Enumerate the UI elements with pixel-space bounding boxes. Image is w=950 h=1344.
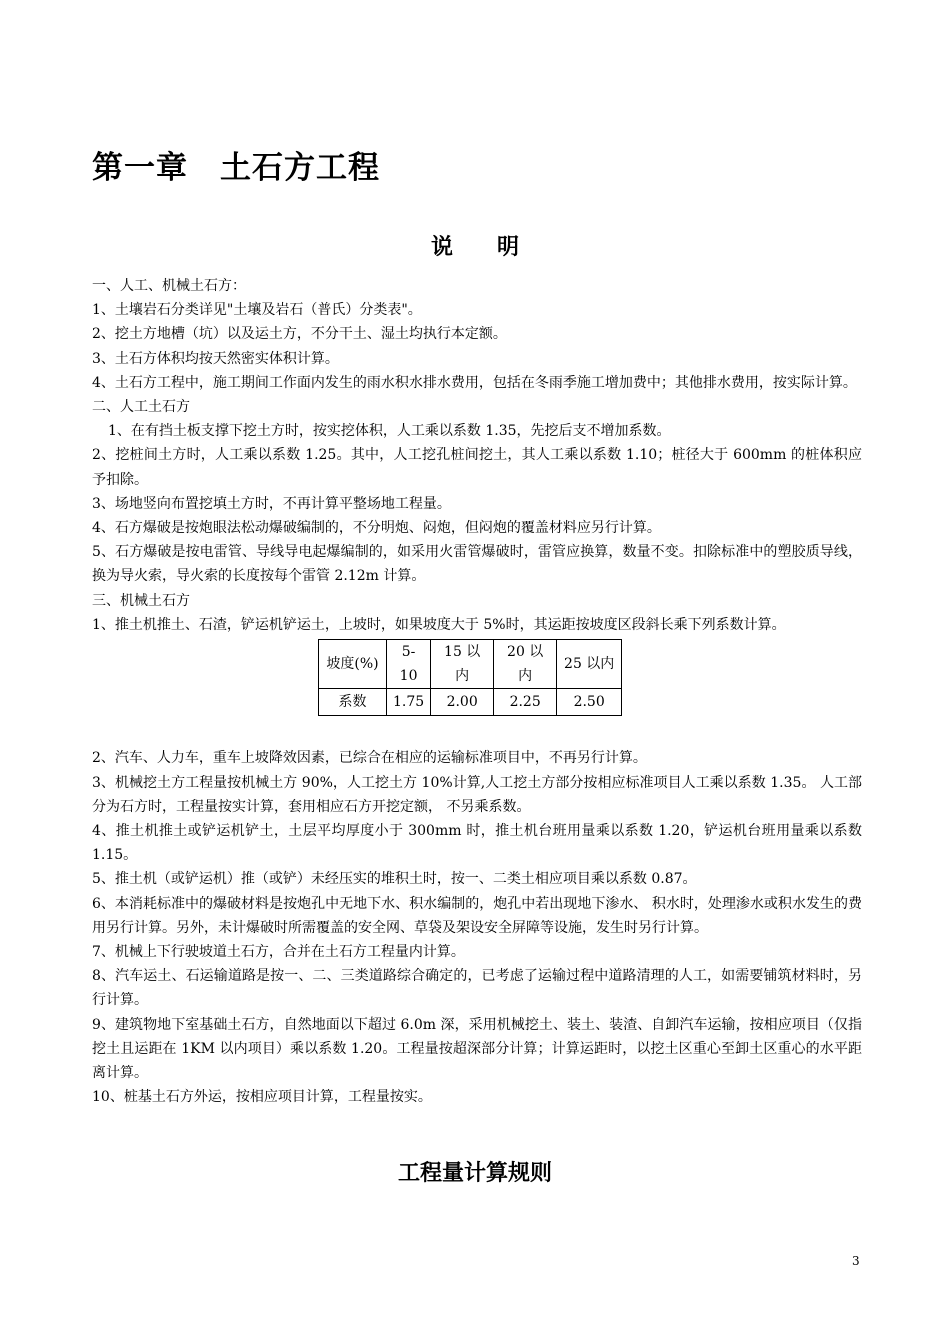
paragraph: 2、挖土方地槽（坑）以及运土方，不分干土、湿土均执行本定额。 [92, 326, 507, 343]
table-row [319, 689, 622, 716]
paragraph: 4、推土机推土或铲运机铲土，土层平均厚度小于 300mm 时，推土机台班用量乘以系数 1.20，铲运机台班用量乘以系数 1.15。 [92, 823, 862, 864]
paragraph: 1、在有挡土板支撑下挖土方时，按实挖体积，人工乘以系数 1.35，先挖后支不增加系数。 [108, 423, 671, 440]
notes-body [92, 274, 862, 1110]
paragraph: 4、土石方工程中，施工期间工作面内发生的雨水积水排水费用，包括在冬雨季施工增加费中；其他排水费用，按实际计算。 [92, 374, 857, 391]
page-number: 3 [852, 1254, 860, 1268]
table-cell: 坡度(%) [319, 640, 387, 689]
table-cell: 2.50 [557, 689, 622, 716]
paragraph: 一、人工、机械土石方： [92, 278, 246, 294]
paragraph: 10、桩基土石方外运，按相应项目计算，工程量按实。 [92, 1089, 432, 1106]
paragraph: 3、机械挖土方工程量按机械土方 90%，人工挖土方 10%计算,人工挖土方部分按相应标准项目人工乘以系数 1.35。 人工部分为石方时，工程量按实计算，套用相应石方开挖定额， 不另乘系数。 [92, 774, 862, 815]
paragraph: 4、石方爆破是按炮眼法松动爆破编制的，不分明炮、闷炮，但闷炮的覆盖材料应另行计算。 [92, 520, 661, 537]
section-title-calculation-rules: 工程量计算规则 [397, 1161, 552, 1186]
paragraph: 1、推土机推土、石渣，铲运机铲运土，上坡时，如果坡度大于 5%时，其运距按坡度区段斜长乘下列系数计算。 [92, 616, 786, 633]
paragraph: 2、汽车、人力车，重车上坡降效因素，已综合在相应的运输标准项目中，不再另行计算。 [92, 750, 647, 767]
paragraph: 6、本消耗标准中的爆破材料是按炮孔中无地下水、积水编制的，炮孔中若出现地下渗水、 积水时，处理渗水或积水发生的费用另行计算。另外，未计爆破时所需覆盖的安全网、草袋及架设安全屏障等设施，发生时另行计算。 [92, 895, 862, 936]
table-cell: 1.75 [387, 689, 431, 716]
table-cell: 15 以内 [431, 640, 494, 689]
slope-coefficient-table [318, 639, 622, 716]
section-title-notes: 说 明 [430, 235, 519, 260]
table-cell: 系数 [319, 689, 387, 716]
table-cell: 5-10 [387, 640, 431, 689]
table-cell: 25 以内 [557, 640, 622, 689]
paragraph: 5、推土机（或铲运机）推（或铲）未经压实的堆积土时，按一、二类土相应项目乘以系数 0.87。 [92, 871, 697, 888]
paragraph: 1、土壤岩石分类详见"土壤及岩石（普氏）分类表"。 [92, 302, 422, 319]
paragraph: 三、机械土石方 [92, 592, 190, 609]
table-cell: 20 以内 [494, 640, 557, 689]
paragraph: 5、石方爆破是按电雷管、导线导电起爆编制的，如采用火雷管爆破时，雷管应换算，数量不变。扣除标准中的塑胶质导线，换为导火索，导火索的长度按每个雷管 2.12m 计算。 [92, 544, 862, 585]
paragraph: 二、人工土石方 [92, 399, 190, 416]
paragraph: 2、挖桩间土方时，人工乘以系数 1.25。其中，人工挖孔桩间挖土，其人工乘以系数 1.10；桩径大于 600mm 的桩体积应予扣除。 [92, 447, 862, 488]
paragraph: 8、汽车运土、石运输道路是按一、二、三类道路综合确定的，已考虑了运输过程中道路清理的人工，如需要铺筑材料时，另行计算。 [92, 968, 862, 1009]
paragraph: 3、土石方体积均按天然密实体积计算。 [92, 350, 339, 367]
table-header-row [319, 640, 622, 689]
chapter-title: 第一章 土石方工程 [92, 150, 380, 186]
table-cell: 2.00 [431, 689, 494, 716]
paragraph: 9、建筑物地下室基础土石方，自然地面以下超过 6.0m 深，采用机械挖土、装土、装渣、自卸汽车运输，按相应项目（仅指挖土且运距在 1KM 以内项目）乘以系数 1.20。工程量按超深部分计算；计算运距时，以挖土区重心至卸土区重心的水平距离计算。 [92, 1016, 862, 1082]
table-cell: 2.25 [494, 689, 557, 716]
paragraph: 7、机械上下行驶坡道土石方，合并在土石方工程量内计算。 [92, 944, 465, 961]
paragraph: 3、场地竖向布置挖填土方时，不再计算平整场地工程量。 [92, 495, 451, 512]
spacer [92, 716, 862, 746]
slope-coefficient-table-wrap [318, 639, 862, 716]
